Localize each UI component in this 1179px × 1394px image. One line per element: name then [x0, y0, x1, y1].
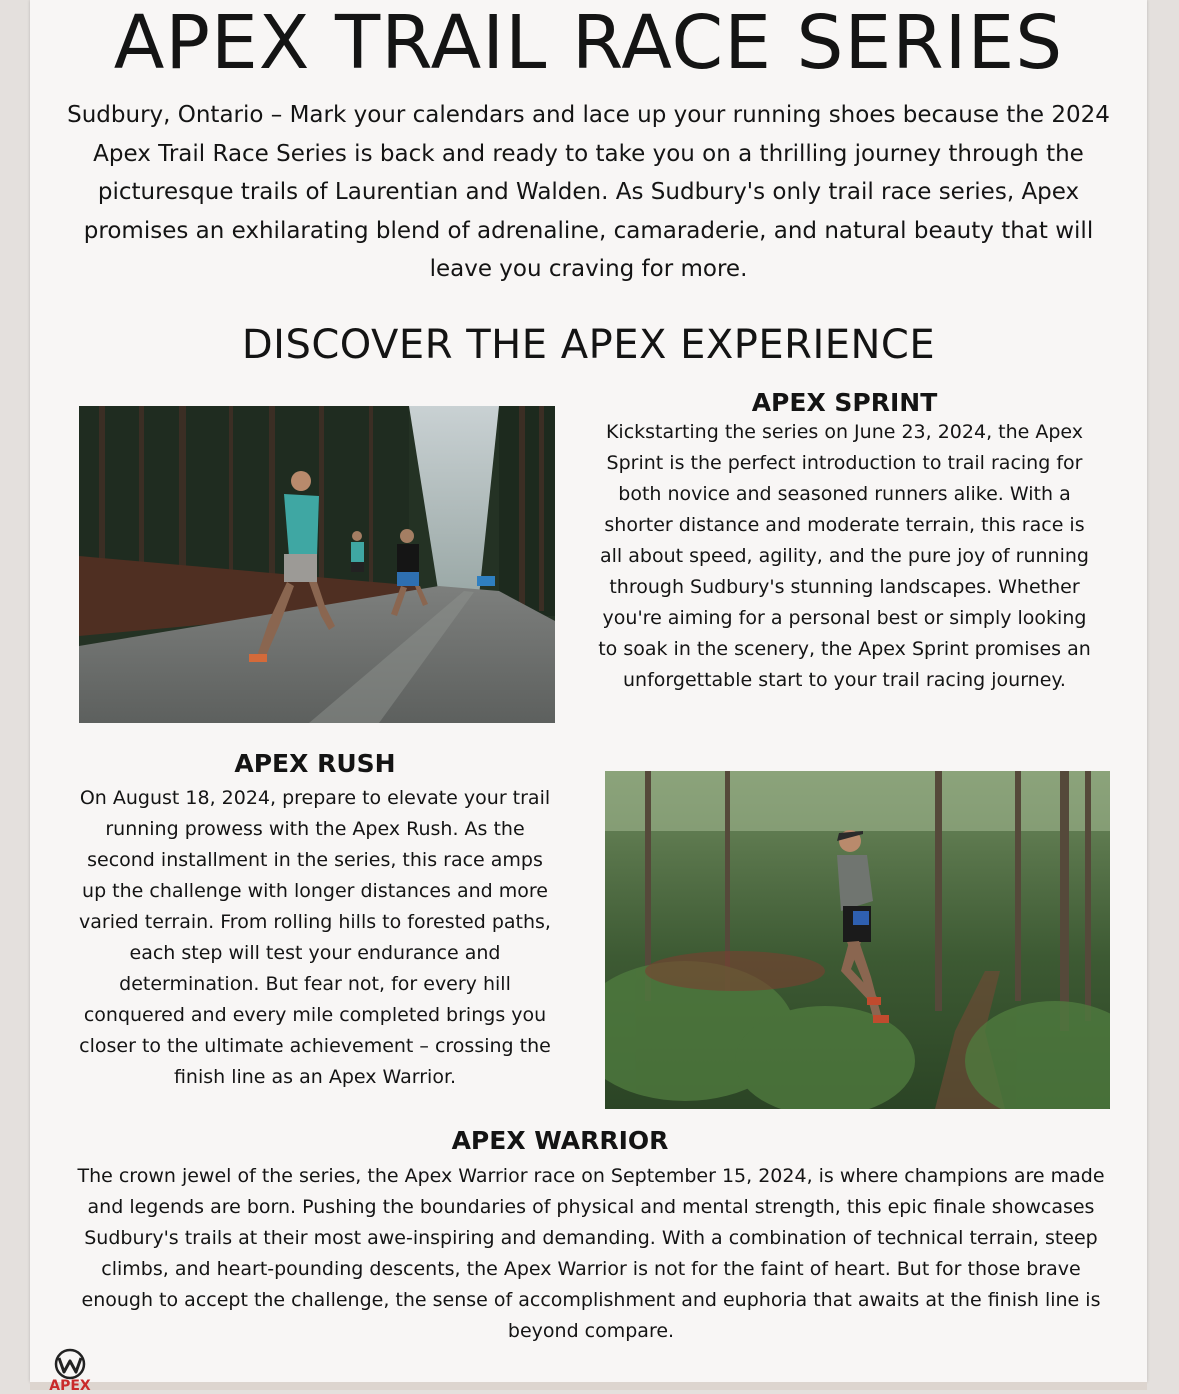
page-bottom-edge [30, 1382, 1147, 1390]
apex-logo [40, 1344, 100, 1390]
warrior-body: The crown jewel of the series, the Apex Warrior race on September 15, 2024, is where champions are made and legends are born. Pushing the boundaries of physical and mental strength, this epic finale showcases Sudbury's trails at their most awe-inspiring and demanding. With a combination of technical terrain, steep climbs, and heart-pounding descents, the Apex Warrior is not for the faint of heart. But for those brave enough to accept the challenge, the sense of accomplishment and euphoria that awaits at the finish line is beyond compare. [77, 1165, 1105, 1342]
warrior-title: APEX WARRIOR [451, 1126, 669, 1155]
rush-title: APEX RUSH [234, 749, 396, 778]
intro-paragraph: Sudbury, Ontario – Mark your calendars and lace up your running shoes because the 2024 Apex Trail Race Series is back and ready to take you on a thrilling journey through the picturesque trails of Laurentian and Walden. As Sudbury's only trail race series, Apex promises an exhilarating blend of adrenaline, camaraderie, and natural beauty that will leave you craving for more. [67, 102, 1110, 282]
document-page [30, 0, 1147, 1382]
discover-heading: DISCOVER THE APEX EXPERIENCE [241, 322, 936, 368]
sprint-title: APEX SPRINT [751, 388, 938, 417]
rush-body: On August 18, 2024, prepare to elevate your trail running prowess with the Apex Rush. As the second installment in the series, this race amps up the challenge with longer distances and more varied terrain. From rolling hills to forested paths, each step will test your endurance and determination. But fear not, for every hill conquered and every mile completed brings you closer to the ultimate achievement – crossing the finish line as an Apex Warrior. [79, 787, 551, 1088]
sprint-body: Kickstarting the series on June 23, 2024, the Apex Sprint is the perfect introduction to trail racing for both novice and seasoned runners alike. With a shorter distance and moderate terrain, this race is all about speed, agility, and the pure joy of running through Sudbury's stunning landscapes. Whether you're aiming for a personal best or simply looking to soak in the scenery, the Apex Sprint promises an unforgettable start to your trail racing journey. [598, 421, 1091, 691]
sprint-photo [79, 406, 555, 723]
rush-photo [605, 771, 1110, 1109]
page-title: APEX TRAIL RACE SERIES [113, 0, 1064, 86]
logo-wordmark: APEX [49, 1378, 91, 1390]
